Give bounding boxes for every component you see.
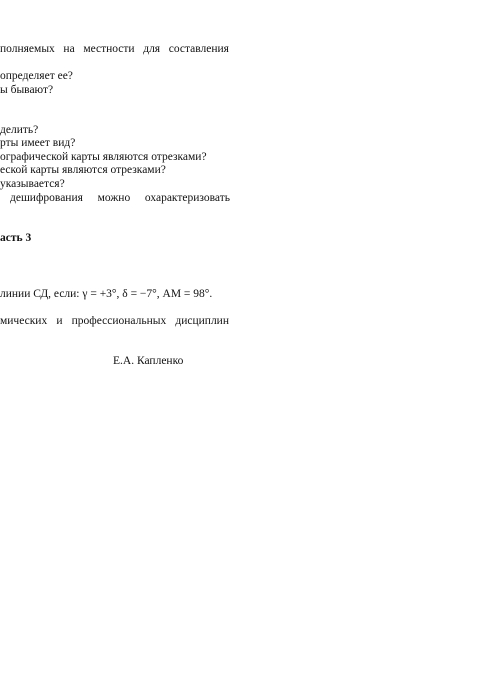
signature-name: Е.А. Капленко [113, 355, 184, 367]
word: охарактеризовать [144, 192, 230, 204]
section2-line4: еской карты являются отрезками? [0, 164, 166, 176]
word: на [63, 43, 75, 55]
section2-line2: рты имеет вид? [0, 137, 76, 149]
section2-line3: ографической карты являются отрезками? [0, 151, 207, 163]
word: местности [83, 43, 135, 55]
word: и [56, 315, 63, 327]
word: составления [168, 43, 229, 55]
word: профессиональных [71, 315, 167, 327]
section1-line1 [0, 43, 229, 56]
section1-line2: определяет ее? [0, 70, 73, 82]
word: для [143, 43, 161, 55]
section2-line6 [10, 192, 230, 205]
section2-line5: указывается? [0, 178, 65, 190]
section3-task: линии СД, если: γ = +3°, δ = −7°, АМ = 98°. [0, 288, 213, 300]
section1-line3: ы бывают? [0, 84, 54, 96]
word: дешифрования [10, 192, 83, 204]
word: полняемых [0, 43, 55, 55]
word: дисциплин [175, 315, 229, 327]
word: мических [0, 315, 48, 327]
word: можно [97, 192, 131, 204]
section3-heading: асть 3 [0, 232, 32, 244]
section2-line1: делить? [0, 124, 39, 136]
section3-line [0, 315, 229, 328]
